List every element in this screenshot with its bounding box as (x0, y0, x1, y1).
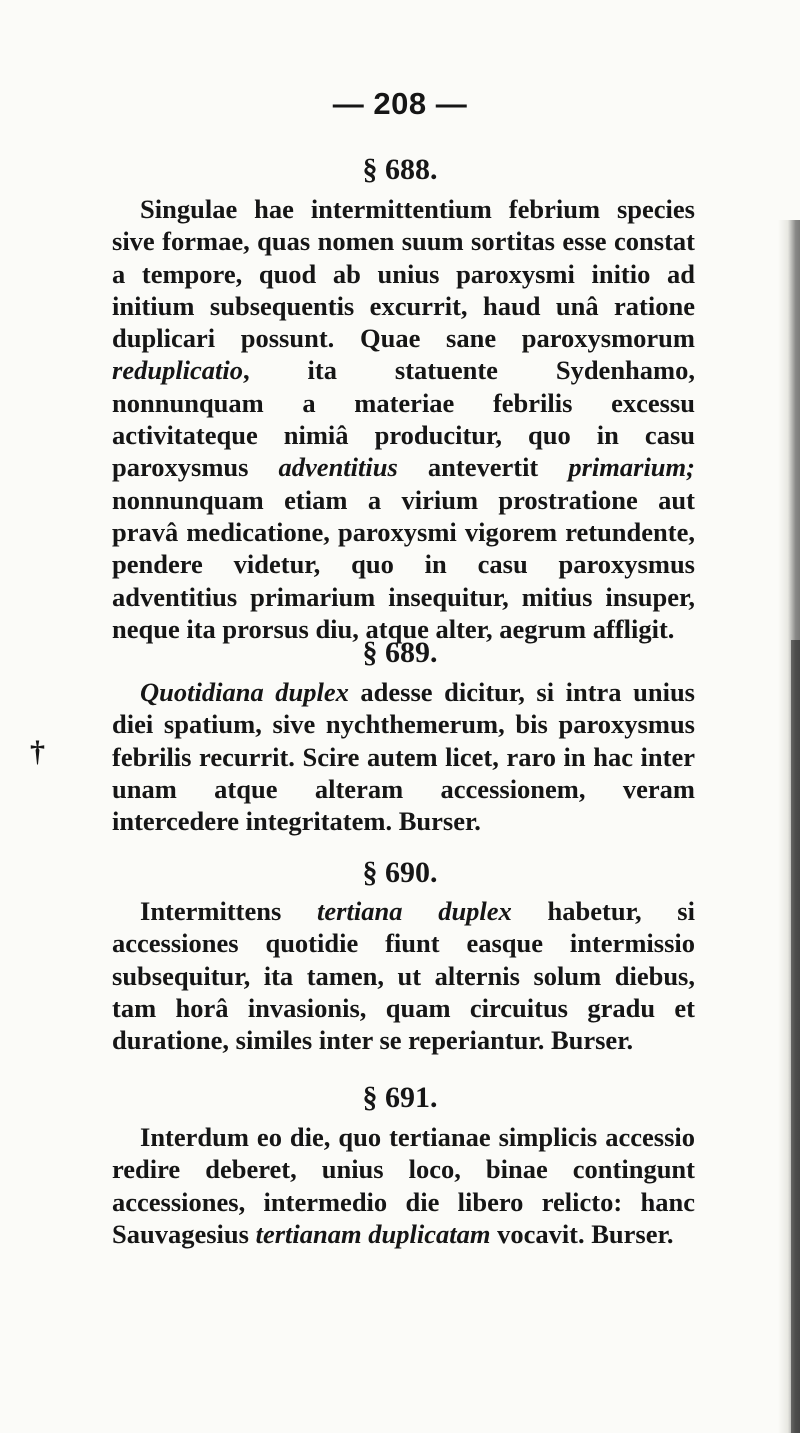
text-run: vocavit. Burser. (490, 1218, 674, 1249)
paragraph-689 (112, 676, 695, 837)
page-edge-dark (791, 640, 800, 1433)
text-run: Intermittens (140, 896, 318, 926)
section-heading-688: § 688. (362, 153, 438, 186)
italic-text-run: Quotidiana duplex (140, 677, 349, 707)
margin-dagger-mark: † (30, 735, 45, 768)
paragraph-690 (112, 895, 695, 1056)
paragraph-691 (112, 1121, 695, 1250)
text-run: nonnunquam etiam a virium prostratione aut pravâ medicatione, paroxysmi vigorem retundente, pendere videtur, quo in casu paroxysmus adventitius primarium insequitur, mitius insuper, neque ita prorsus diu, atque alter, aegrum affligit. (112, 484, 695, 644)
italic-text-run: adventitius (278, 452, 398, 483)
italic-text-run: primarium; (568, 452, 695, 483)
italic-text-run: tertianam duplicatam (255, 1218, 491, 1249)
text-run: Interdum eo die, quo tertianae simplicis accessio redire deberet, unius loco, binae contingunt accessiones, intermedio die libero relicto: hanc Sauvagesius (112, 1122, 695, 1249)
italic-text-run: reduplicatio (112, 355, 244, 386)
section-heading-690: § 690. (362, 856, 438, 889)
text-run: , ita statuente Sydenhamo, nonnunquam a materiae febrilis excessu activitateque nimiâ producitur, quo in casu paroxysmus (112, 355, 695, 483)
italic-text-run: tertiana duplex (317, 896, 512, 926)
text-run: antevertit (397, 452, 569, 483)
page-number: — 208 — (332, 86, 468, 121)
text-run: adesse dicitur, si intra unius diei spatium, sive nychthemerum, bis paroxysmus febrilis recurrit. Scire autem licet, raro in hac inter unam atque alteram accessionem, veram intercedere integritatem. Burser. (112, 677, 695, 837)
paragraph-688 (112, 193, 695, 645)
section-heading-691: § 691. (362, 1081, 438, 1114)
section-heading-689: § 689. (362, 636, 438, 669)
text-run: habetur, si accessiones quotidie fiunt easque intermissio subsequitur, ita tamen, ut alternis solum diebus, tam horâ invasionis, quam circuitus gradu et duratione, similes inter se reperiantur. Burser. (112, 896, 695, 1056)
text-run: Singulae hae intermittentium febrium species sive formae, quas nomen suum sortitas esse constat a tempore, quod ab unius paroxysmi initio ad initium subsequentis excurrit, haud unâ ratione duplicari possunt. Quae sane paroxysmorum (112, 194, 695, 354)
